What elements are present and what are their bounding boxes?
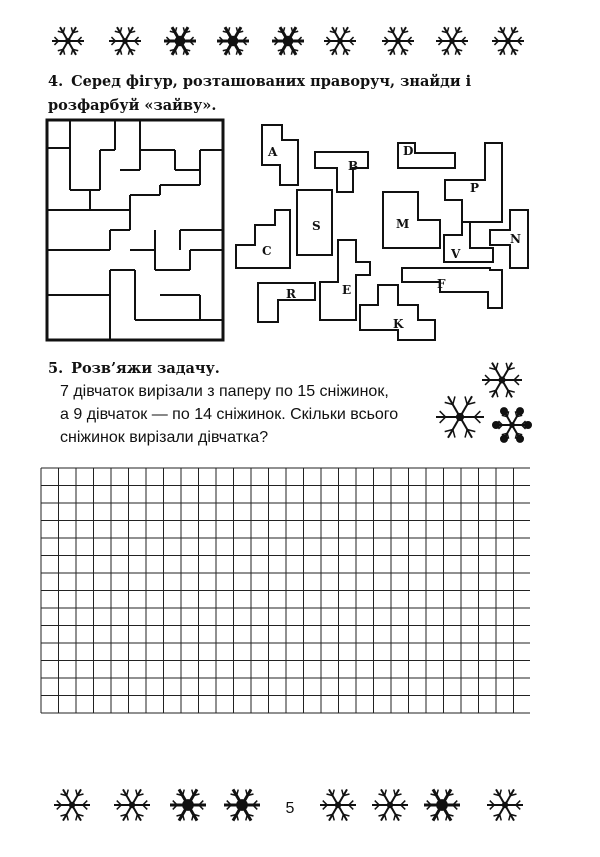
label-c: C xyxy=(262,244,272,258)
pentomino-puzzle xyxy=(0,110,600,350)
snowflake-icon xyxy=(436,396,484,438)
snowflake-icon xyxy=(372,789,408,820)
label-b: B xyxy=(348,159,359,173)
label-a: A xyxy=(268,145,278,159)
piece-f xyxy=(402,268,502,308)
problem-line-2: а 9 дівчаток — по 14 сніжинок. Скільки всього xyxy=(60,406,399,423)
label-s: S xyxy=(312,219,321,233)
problem-line-1: 7 дівчаток вирізали з паперу по 15 сніжинок, xyxy=(60,383,389,400)
snowflake-icon xyxy=(424,789,460,820)
snowflake-icon xyxy=(54,789,90,820)
label-e: E xyxy=(342,283,352,297)
label-n: N xyxy=(510,232,521,246)
snowflake-icon xyxy=(52,27,84,55)
piece-m xyxy=(383,192,440,248)
task-5-number: 5. xyxy=(48,360,64,377)
snowflake-icon xyxy=(482,363,522,398)
snowflake-icon xyxy=(164,27,196,55)
task-4-text: Серед фігур, розташованих праворуч, знайди і розфарбуй «зайву». xyxy=(48,73,472,114)
label-m: M xyxy=(396,217,410,231)
bottom-snowflake-border xyxy=(0,780,600,830)
task-5-heading xyxy=(48,357,220,381)
snowflake-icon xyxy=(109,27,141,55)
top-snowflake-border xyxy=(0,18,600,64)
assembled-rectangle xyxy=(47,120,223,340)
piece-k xyxy=(360,285,435,340)
answer-grid xyxy=(40,467,530,723)
pieces xyxy=(236,125,528,340)
snowflakes-illustration xyxy=(430,355,540,450)
piece-b xyxy=(315,152,368,192)
label-f: F xyxy=(437,277,446,291)
label-v: V xyxy=(451,247,461,261)
snowflake-icon xyxy=(272,27,304,55)
label-r: R xyxy=(286,287,296,301)
piece-c xyxy=(236,210,290,268)
snowflake-icon xyxy=(324,27,356,55)
snowflake-icon xyxy=(114,789,150,820)
label-d: D xyxy=(403,144,414,158)
snowflake-icon xyxy=(382,27,414,55)
snowflake-icon xyxy=(436,27,468,55)
snowflake-icon xyxy=(492,27,524,55)
snowflake-icon xyxy=(170,789,206,820)
snowflake-icon xyxy=(320,789,356,820)
snowflake-icon xyxy=(224,789,260,820)
label-k: K xyxy=(393,317,404,331)
page-number: 5 xyxy=(285,800,295,817)
label-p: P xyxy=(470,181,480,195)
task-4-number: 4. xyxy=(48,73,64,90)
problem-line-3: сніжинок вирізали дівчатка? xyxy=(60,429,269,446)
snowflake-icon xyxy=(492,408,531,443)
word-problem xyxy=(60,380,440,449)
snowflake-icon xyxy=(217,27,249,55)
task-5-title: Розв’яжи задачу. xyxy=(71,360,220,377)
snowflake-icon xyxy=(487,789,523,820)
